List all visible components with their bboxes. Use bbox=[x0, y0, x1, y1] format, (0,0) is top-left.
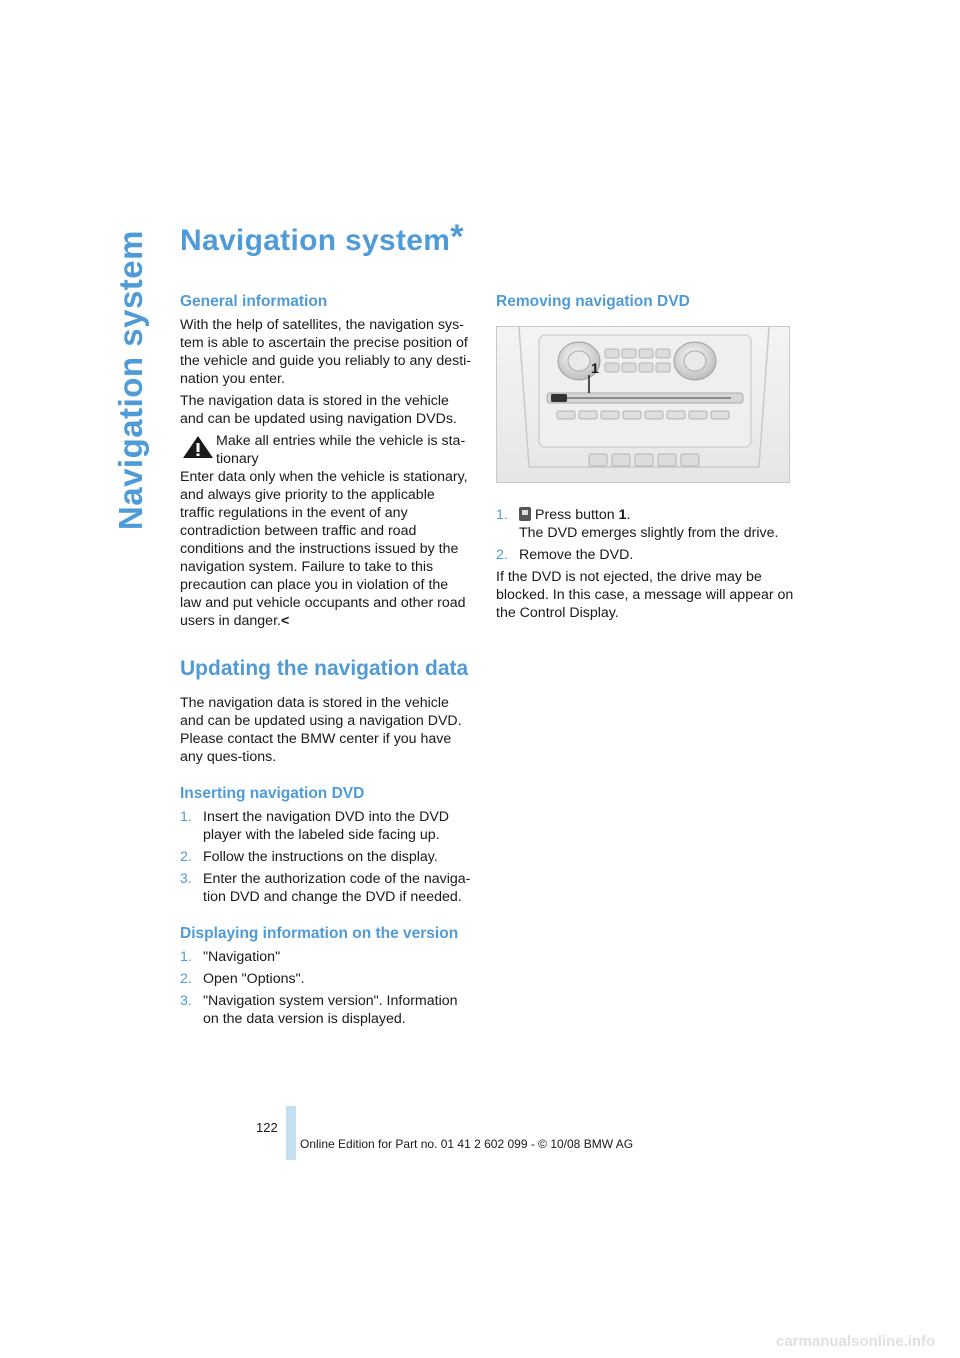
eject-note: If the DVD is not ejected, the drive may be blocked. In this case, a message will appear on the Control Display. bbox=[496, 569, 794, 621]
warning-block bbox=[180, 432, 472, 468]
step-subtext: The DVD emerges slightly from the drive. bbox=[519, 525, 779, 541]
step-number: 2. bbox=[180, 971, 192, 987]
watermark: carmanualsonline.info bbox=[776, 1333, 936, 1350]
option-star: * bbox=[450, 218, 464, 256]
step-text: Follow the instructions on the display. bbox=[203, 849, 438, 865]
step-number: 2. bbox=[496, 547, 508, 563]
step-text: Open "Options". bbox=[203, 971, 305, 987]
general-paragraph-1: With the help of satellites, the navigation sys-tem is able to ascertain the precise position of the vehicle and guide you reliably to any desti-nation you enter. bbox=[180, 317, 472, 387]
updating-heading: Updating the navigation data bbox=[180, 657, 469, 680]
eject-button-icon bbox=[519, 507, 531, 521]
step-number: 1. bbox=[496, 507, 508, 523]
list-item bbox=[180, 808, 472, 844]
list-item bbox=[180, 970, 472, 988]
step-number: 2. bbox=[180, 849, 192, 865]
updating-paragraph: The navigation data is stored in the vehicle and can be updated using a navigation DVD. Please contact the BMW center if you have any ques-tions. bbox=[180, 695, 462, 765]
step-text: Enter the authorization code of the naviga-tion DVD and change the DVD if needed. bbox=[203, 871, 471, 905]
warning-icon bbox=[180, 434, 216, 460]
end-marker: < bbox=[280, 613, 290, 629]
footer-text: Online Edition for Part no. 01 41 2 602 099 - © 10/08 BMW AG bbox=[300, 1137, 634, 1151]
footer-bar bbox=[286, 1106, 296, 1160]
step-text: Remove the DVD. bbox=[519, 547, 634, 563]
step-text: "Navigation system version". Information on the data version is displayed. bbox=[203, 993, 458, 1027]
version-info-heading: Displaying information on the version bbox=[180, 925, 459, 942]
side-tab-label: Navigation system bbox=[112, 230, 149, 531]
list-item bbox=[180, 992, 472, 1028]
step-text: Press button 1. The DVD emerges slightly from the drive. bbox=[519, 507, 779, 541]
inserting-dvd-heading: Inserting navigation DVD bbox=[180, 785, 365, 802]
dvd-drive-figure bbox=[496, 326, 790, 483]
general-paragraph-2: The navigation data is stored in the vehicle and can be updated using navigation DVDs. bbox=[180, 393, 457, 427]
list-item bbox=[496, 546, 796, 564]
page-number: 122 bbox=[256, 1120, 278, 1135]
inserting-steps bbox=[180, 808, 472, 906]
page-title: Navigation system* bbox=[180, 218, 464, 257]
figure-callout-1: 1 bbox=[591, 360, 599, 376]
step-number: 3. bbox=[180, 993, 192, 1009]
general-information-heading: General information bbox=[180, 293, 328, 310]
step-number: 1. bbox=[180, 809, 192, 825]
removing-dvd-heading: Removing navigation DVD bbox=[496, 293, 690, 310]
version-steps bbox=[180, 948, 472, 1028]
right-column bbox=[496, 292, 796, 626]
step-number: 1. bbox=[180, 949, 192, 965]
step-text: "Navigation" bbox=[203, 949, 281, 965]
step-number: 3. bbox=[180, 871, 192, 887]
list-item bbox=[180, 870, 472, 906]
button-reference: 1 bbox=[618, 507, 627, 523]
step-text: Insert the navigation DVD into the DVD player with the labeled side facing up. bbox=[203, 809, 450, 843]
warning-title: Make all entries while the vehicle is sta-tionary bbox=[216, 433, 466, 467]
warning-body: Enter data only when the vehicle is stationary, and always give priority to the applicable traffic regulations in the event of any contradiction between traffic and road conditions and the instructions issued by the navigation system. Failure to take to this precaution can place you in violation of the law and put vehicle occupants and other road users in danger.< bbox=[180, 469, 468, 629]
list-item bbox=[180, 948, 472, 966]
left-column bbox=[180, 292, 472, 1032]
removing-steps bbox=[496, 506, 796, 564]
list-item bbox=[496, 506, 796, 542]
list-item bbox=[180, 848, 472, 866]
